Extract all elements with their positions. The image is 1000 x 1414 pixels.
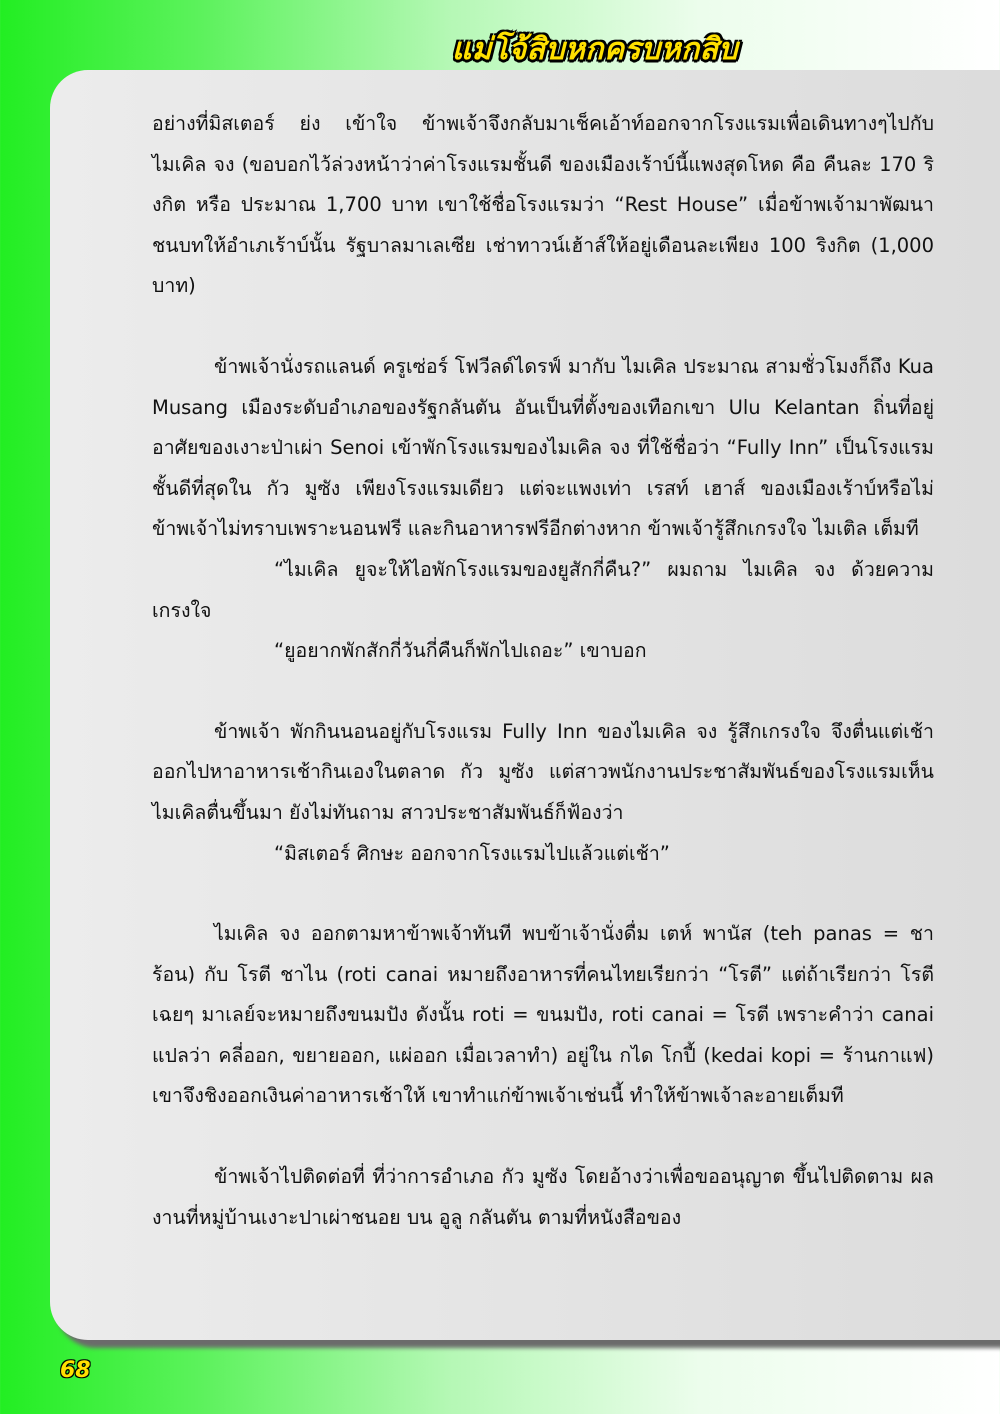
paragraph-gap xyxy=(152,874,934,914)
dialogue-report: “มิสเตอร์ ศิกษะ ออกจากโรงแรมไปแล้วแต่เช้า” xyxy=(274,841,670,865)
body-text xyxy=(152,104,934,1238)
paragraph-gap xyxy=(152,1117,934,1157)
paragraph-4: ไมเคิล จง ออกตามหาข้าพเจ้าทันที พบข้าเจ้านั่งดื่ม เตห์ พานัส (teh panas = ชาร้อน) กับ โรตี ชาไน (roti canai หมายถึงอาหารที่คนไทยเรียกว่า “โรตี” แต่ถ้าเรียกว่า โรตี เฉยๆ มาเลย์จะหมายถึงขนมปัง ดังนั้น roti = ขนมปัง, roti canai = โรตี เพราะคำว่า canai แปลว่า คลี่ออก, ขยายออก, แผ่ออก เมื่อเวลาทำ) อยู่ใน กได โกปี้ (kedai kopi = ร้านกาแฟ) เขาจึงชิงออกเงินค่าอาหารเช้าให้ เขาทำแก่ข้าพเจ้าเช่นนี้ ทำให้ข้าพเจ้าละอายเต็มที xyxy=(152,922,934,1108)
dialogue-answer: “ยูอยากพักสักกี่วันกี่คืนก็พักไปเถอะ” เขาบอก xyxy=(274,639,647,663)
paragraph-1: อย่างที่มิสเตอร์ ย่ง เข้าใจ ข้าพเจ้าจึงกลับมาเช็คเอ้าท์ออกจากโรงแรมเพื่อเดินทางๆไปกับ ไมเคิล จง (ขอบอกไว้ล่วงหน้าว่าค่าโรงแรมชั้นดี ของเมืองเร้าบ์นี้แพงสุดโหด คือ คืนละ 170 ริงกิต หรือ ประมาณ 1,700 บาท เขาใช้ชื่อโรงแรมว่า “Rest House” เมื่อข้าพเจ้ามาพัฒนาชนบทให้อำเภเร้าบ์นั้น รัฐบาลมาเลเซีย เช่าทาวน์เฮ้าส์ให้อยู่เดือนละเพียง 100 ริงกิต (1,000 บาท) xyxy=(152,112,934,298)
paragraph-5: ข้าพเจ้าไปติดต่อที่ ที่ว่าการอำเภอ กัว มูซัง โดยอ้างว่าเพื่อขออนุญาต ขึ้นไปติดตาม ผลงานที่หมู่บ้านเงาะปาเผ่าชนอย บน อูลู กลันตัน ตามที่หนังสือของ xyxy=(152,1165,934,1229)
paragraph-3: ข้าพเจ้า พักกินนอนอยู่กับโรงแรม Fully Inn ของไมเคิล จง รู้สึกเกรงใจ จึงตื่นแต่เช้า ออกไปหาอาหารเช้ากินเองในตลาด กัว มูซัง แต่สาวพนักงานประชาสัมพันธ์ของโรงแรมเห็น ไมเคิลตื่นขึ้นมา ยังไม่ทันถาม สาวประชาสัมพันธ์ก็ฟ้องว่า xyxy=(152,719,934,824)
paragraph-gap xyxy=(152,672,934,712)
dialogue-question: “ไมเคิล ยูจะให้ไอพักโรงแรมของยูสักกี่คืน?” ผมถาม ไมเคิล จง ด้วยความเกรงใจ xyxy=(152,557,934,622)
paragraph-gap xyxy=(152,307,934,347)
running-header-title: แม่โจ้สิบหกครบหกสิบ xyxy=(451,32,738,67)
paragraph-2: ข้าพเจ้านั่งรถแลนด์ ครูเซ่อร์ โฟวีลด์ไดรฟ์ มากับ ไมเคิล ประมาณ สามชั่วโมงก็ถึง Kua Musang เมืองระดับอำเภอของรัฐกลันตัน อันเป็นที่ตั้งของเทือกเขา Ulu Kelantan ถิ่นที่อยู่อาศัยของเงาะป่าเผ่า Senoi เข้าพักโรงแรมของไมเคิล จง ที่ใช้ชื่อว่า “Fully Inn” เป็นโรงแรม ชั้นดีที่สุดใน กัว มูซัง เพียงโรงแรมเดียว แต่จะแพงเท่า เรสท์ เฮาส์ ของเมืองเร้าบ์หรือไม่ ข้าพเจ้าไม่ทราบเพราะนอนฟรี และกินอาหารฟรีอีกต่างหาก ข้าพเจ้ารู้สึกเกรงใจ ไมเติล เต็มที xyxy=(152,354,934,541)
page-number: 68 xyxy=(60,1358,91,1383)
